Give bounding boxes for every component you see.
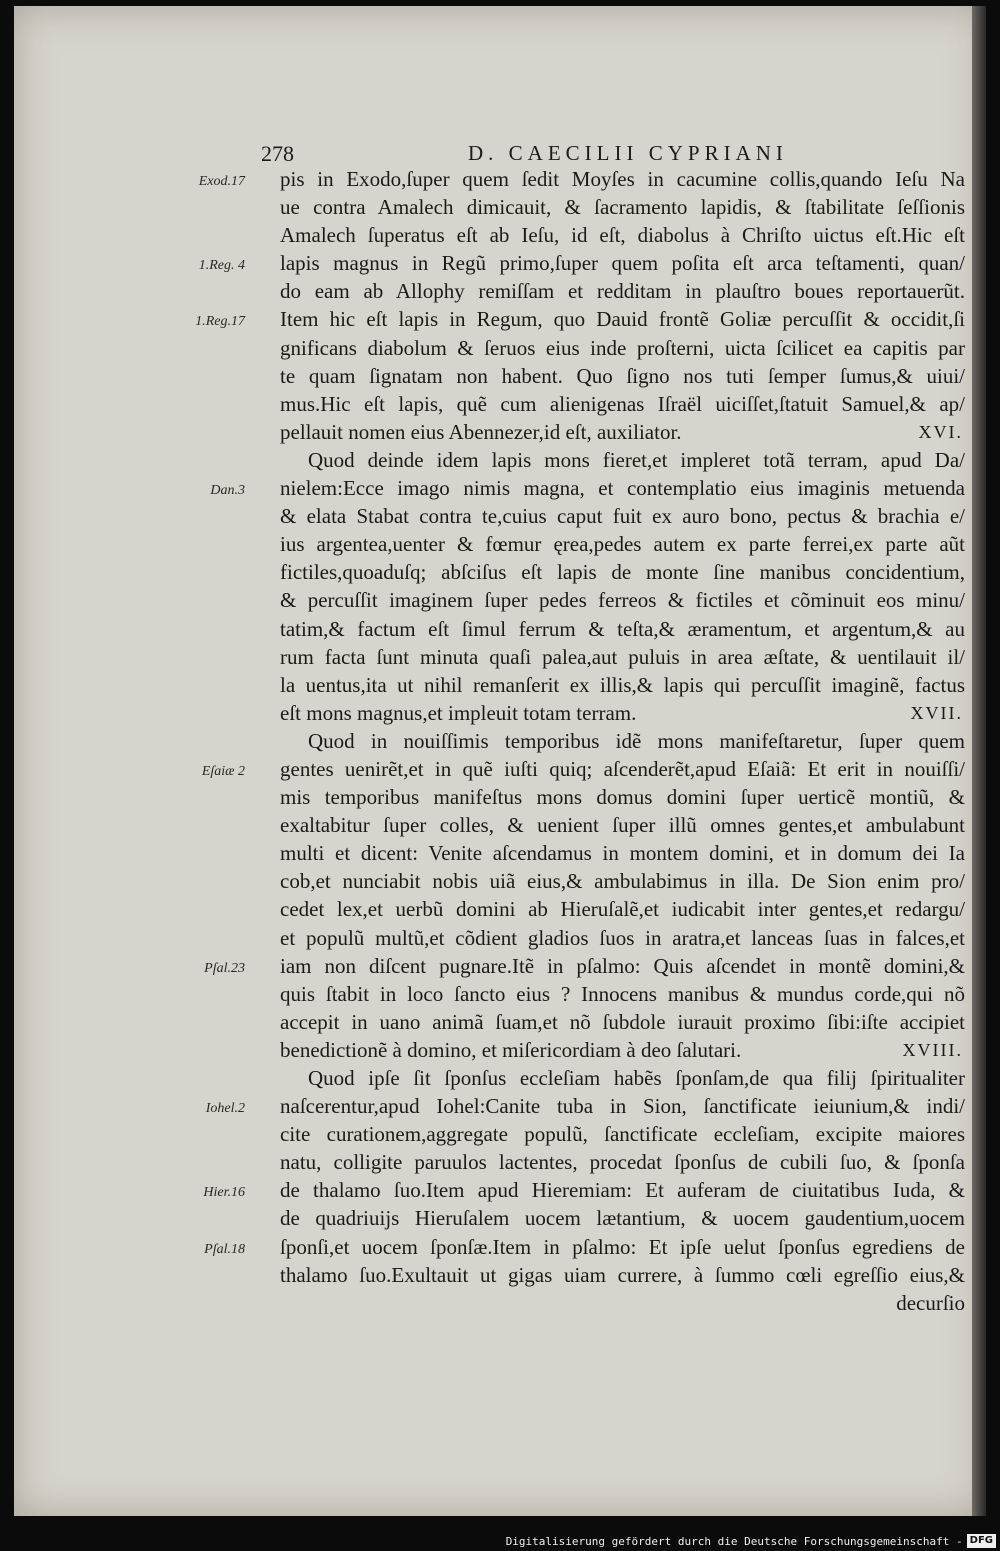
marginal-reference: Exod.17 [198, 174, 245, 189]
text-line [205, 1092, 965, 1120]
line-text: pellauit nomen eius Abennezer,id eſt, auxiliator. [280, 419, 682, 444]
line-text: Amalech ſuperatus eſt ab Ieſu, id eſt, diabolus à Chriſto uictus eſt.Hic eſt [280, 223, 965, 248]
line-text: mis temporibus manifeſtus mons domus domini ſuper uerticẽ montiũ, & [280, 785, 965, 810]
funding-credit: Digitalisierung gefördert durch die Deutsche Forschungsgemeinschaft - [505, 1534, 963, 1548]
line-text: benedictionẽ à domino, et miſericordiam à deo ſalutari. [280, 1037, 742, 1062]
line-text: thalamo ſuo.Exultauit ut gigas uiam currere, à ſummo cœli egreſſio eius,& [280, 1262, 965, 1287]
text-line [280, 895, 965, 923]
text-line [280, 839, 965, 867]
line-text: lapis magnus in Regũ primo,ſuper quem poſita eſt arca teſtamenti, quan/ [280, 251, 965, 276]
text-line [280, 390, 965, 418]
text-line [280, 1064, 965, 1092]
marginal-reference: Pſal.23 [204, 960, 245, 976]
marginal-reference: Hier.16 [203, 1185, 245, 1201]
text-line [280, 334, 965, 362]
text-line [280, 1120, 965, 1148]
line-text: Quod in nouiſſimis temporibus idẽ mons manifeſtaretur, ſuper quem [308, 728, 965, 753]
line-text: gentes uenirẽt,et in quẽ iuſti quiq; aſcenderẽt,apud Eſaiã: Et erit in nouiſſi/ [280, 756, 965, 781]
text-line [280, 783, 965, 811]
line-text: accepit in uano animã ſuam,et nõ ſubdole iurauit proximo ſibi:iſte accipiet [280, 1009, 965, 1034]
page-number: 278 [261, 141, 294, 166]
line-text: ſponſi,et uocem ſponſæ.Item in pſalmo: Et ipſe uelut ſponſus egrediens de [280, 1234, 965, 1259]
text-line [280, 362, 965, 390]
text-line [280, 530, 965, 558]
text-line [280, 446, 965, 474]
text-line [201, 755, 965, 783]
line-text: Quod deinde idem lapis mons fieret,et impleret totã terram, apud Da/ [308, 447, 965, 472]
line-text: & percuſſit imaginem ſuper pedes ferreos & fictiles et cõminuit eos minu/ [280, 588, 965, 613]
text-line [210, 474, 965, 502]
marginal-reference: Eſaiæ 2 [201, 763, 245, 779]
line-text: eſt mons magnus,et impleuit totam terram. [280, 700, 637, 725]
text-line [280, 980, 965, 1008]
line-text: de thalamo ſuo.Item apud Hieremiam: Et auferam de ciuitatibus Iuda, & [280, 1178, 965, 1203]
text-line [280, 221, 965, 249]
marginal-reference: Pſal.18 [204, 1241, 245, 1257]
text-line [280, 811, 965, 839]
line-text: nielem:Ecce imago nimis magna, et contemplatio eius imaginis metuenda [280, 476, 965, 501]
text-line [280, 867, 965, 895]
line-text: ue contra Amalech dimicauit, & ſacramento lapidis, & ſtabilitate ſeſſionis [280, 195, 965, 220]
line-text: natu, colligite paruulos lactentes, procedat ſponſus de cubili ſuo, & ſponſa [280, 1150, 965, 1175]
text-line [280, 699, 965, 727]
chapter-number: XVI. [918, 421, 963, 442]
line-text: multi et dicent: Venite aſcendamus in montem domini, et in domum dei Ia [280, 841, 965, 866]
line-text: et populũ multũ,et cõdient gladios ſuos in aratra,et lanceas ſuas in falces,et [280, 925, 965, 950]
text-line [198, 165, 965, 193]
text-line [280, 586, 965, 614]
body-text [195, 165, 965, 1317]
line-text: do eam ab Allophy remiſſam et redditam in plauſtro boues reportauerũt. [280, 279, 965, 304]
text-line [280, 418, 965, 446]
line-text: mus.Hic eſt lapis, quẽ cum alienigenas Iſraël uiciſſet,ſtatuit Samuel,& ap/ [280, 391, 965, 416]
text-line [203, 1176, 965, 1204]
text-line [280, 1008, 965, 1036]
text-line [280, 1036, 965, 1064]
text-line [280, 643, 965, 671]
footer-credit-bar [505, 1531, 1000, 1551]
line-text: iam non diſcent pugnare.Itẽ in pſalmo: Quis aſcendet in montẽ domini,& [280, 953, 965, 978]
text-line [280, 924, 965, 952]
text-line [280, 1289, 965, 1317]
marginal-reference: Dan.3 [210, 483, 245, 499]
text-line [280, 671, 965, 699]
text-line [280, 1261, 965, 1289]
text-line [280, 558, 965, 586]
chapter-number: XVII. [910, 702, 963, 723]
text-line [280, 1204, 965, 1232]
running-title: D. CAECILII CYPRIANI [468, 141, 788, 165]
text-line [280, 193, 965, 221]
line-text: decurſio [896, 1290, 965, 1315]
line-text: Quod ipſe ſit ſponſus eccleſiam habẽs ſponſam,de qua filij ſpiritualiter [308, 1066, 965, 1090]
line-text: la uentus,ita ut nihil remanſerit ex illis,& lapis qui percuſſit imaginẽ, factus [280, 672, 965, 697]
line-text: cite curationem,aggregate populũ, ſanctificate eccleſiam, excipite maiores [280, 1122, 965, 1147]
line-text: exaltabitur ſuper colles, & uenient ſuper illũ omnes gentes,et ambulabunt [280, 813, 965, 838]
line-text: pis in Exodo,ſuper quem ſedit Moyſes in cacumine collis,quando Ieſu Na [280, 167, 965, 191]
line-text: naſcerentur,apud Iohel:Canite tuba in Sion, ſanctificate ieiunium,& indi/ [280, 1094, 965, 1119]
marginal-reference: 1.Reg.17 [195, 314, 245, 330]
chapter-number: XVIII. [902, 1039, 963, 1060]
text-line [280, 1148, 965, 1176]
line-text: ius argentea,uenter & fœmur ęrea,pedes autem ex parte ferrei,ex parte aũt [280, 532, 965, 557]
line-text: quis ſtabit in loco ſancto eius ? Innocens manibus & mundus corde,qui nõ [280, 981, 965, 1006]
text-line [198, 249, 965, 277]
dfg-logo: DFG [967, 1534, 996, 1548]
line-text: tatim,& factum eſt ſimul ferrum & teſta,& æramentum, et argentum,& au [280, 616, 965, 641]
marginal-reference: Iohel.2 [205, 1101, 245, 1117]
line-text: gnificans diabolum & ſeruos eius inde proſterni, uicta ſcilicet ea capitis par [280, 335, 965, 360]
line-text: cedet lex,et uerbũ domini ab Hieruſalẽ,et iudicabit inter gentes,et redargu/ [280, 897, 965, 922]
text-line [195, 305, 965, 333]
text-line [280, 277, 965, 305]
text-line [280, 615, 965, 643]
line-text: rum facta ſunt minuta quaſi palea,aut puluis in area æſtate, & uentilauit il/ [280, 644, 965, 669]
line-text: fictiles,quoaduſq; abſciſus eſt lapis de monte ſine manibus concidentium, [280, 560, 965, 585]
line-text: Item hic eſt lapis in Regum, quo Dauid frontẽ Goliæ percuſſit & occidit,ſi [280, 307, 965, 332]
line-text: te quam ſignatam non habent. Quo ſigno nos tuti ſemper ſumus,& uiui/ [280, 363, 965, 388]
line-text: cob,et nunciabit nobis uiã eius,& ambulabimus in illa. De Sion enim pro/ [280, 869, 965, 894]
text-line [280, 727, 965, 755]
line-text: de quadriuijs Hieruſalem uocem lætantium, & uocem gaudentium,uocem [280, 1206, 965, 1231]
line-text: & elata Stabat contra te,cuius caput fuit ex auro bono, pectus & brachia e/ [280, 504, 965, 529]
text-line [204, 1233, 965, 1261]
text-line [204, 952, 965, 980]
text-line [280, 502, 965, 530]
marginal-reference: 1.Reg. 4 [198, 258, 245, 274]
page-gutter-shadow [972, 6, 986, 1516]
